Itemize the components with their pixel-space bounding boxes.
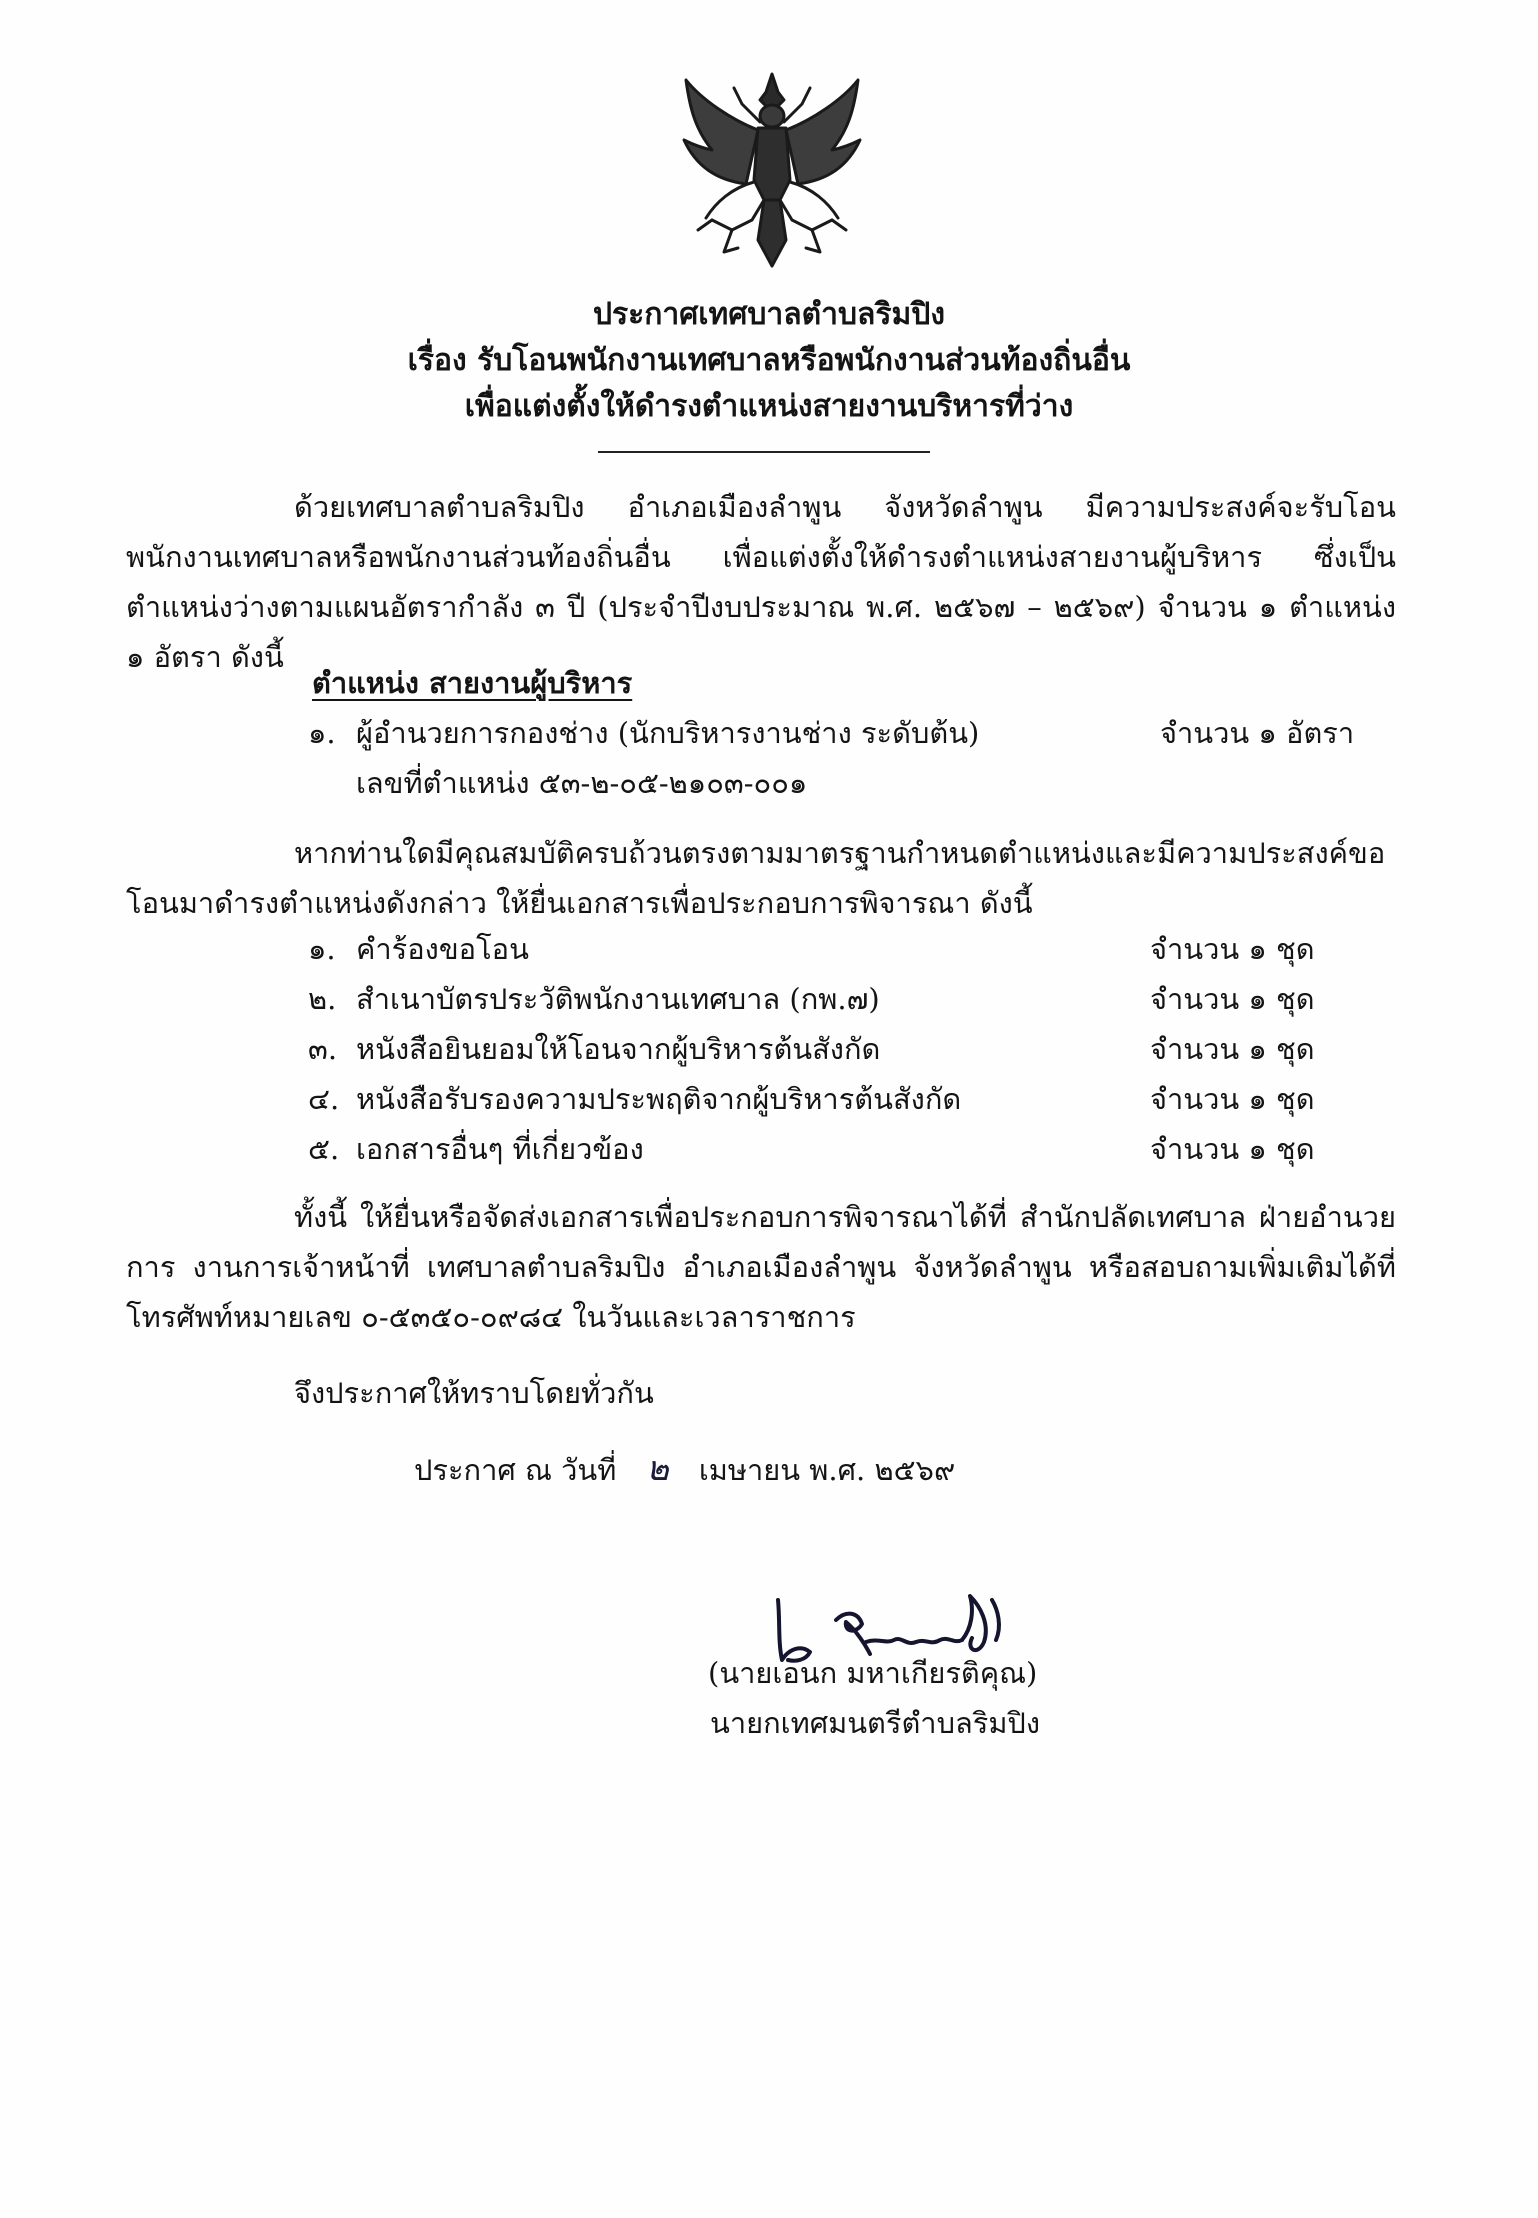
signatory-name-text: (นายเอนก มหาเกียรติคุณ) <box>708 1656 1038 1690</box>
intro-paragraph <box>126 482 1396 682</box>
date-day: ๒ <box>646 1449 669 1489</box>
header-purpose: เพื่อแต่งตั้งให้ดำรงตำแหน่งสายงานบริหารที่ว่าง <box>464 389 1074 424</box>
position-heading-text: ตำแหน่ง สายงานผู้บริหาร <box>312 666 633 700</box>
document-quantity: จำนวน ๑ ชุด <box>1150 1082 1315 1116</box>
announcement-header <box>0 292 1538 430</box>
closing-text: จึงประกาศให้ทราบโดยทั่วกัน <box>294 1376 654 1410</box>
document-label: คำร้องขอโอน <box>356 932 529 966</box>
document-number: ๓. <box>308 1032 338 1066</box>
requirements-paragraph <box>126 828 1396 928</box>
position-heading <box>312 658 632 708</box>
document-number: ๔. <box>308 1082 340 1116</box>
document-label: หนังสือรับรองความประพฤติจากผู้บริหารต้นสังกัด <box>356 1082 962 1116</box>
date-month-year: เมษายน พ.ศ. ๒๕๖๙ <box>698 1453 956 1487</box>
header-divider <box>598 451 930 453</box>
document-label: เอกสารอื่นๆ ที่เกี่ยวข้อง <box>356 1132 644 1166</box>
submission-text: ทั้งนี้ ให้ยื่นหรือจัดส่งเอกสารเพื่อประกอบการพิจารณาได้ที่ สำนักปลัดเทศบาล ฝ่ายอำนวยการ งานการเจ้าหน้าที่ เทศบาลตำบลริมปิง อำเภอเมืองลำพูน จังหวัดลำพูน หรือสอบถามเพิ่มเติมได้ที่ โทรศัพท์หมายเลข ๐-๕๓๕๐-๐๙๘๔ ในวันและเวลาราชการ <box>126 1200 1396 1334</box>
submission-paragraph <box>126 1192 1396 1342</box>
document-quantity: จำนวน ๑ ชุด <box>1150 1032 1315 1066</box>
document-quantity: จำนวน ๑ ชุด <box>1150 1132 1315 1166</box>
document-label: สำเนาบัตรประวัติพนักงานเทศบาล (กพ.๗) <box>356 982 880 1016</box>
position-title: ผู้อำนวยการกองช่าง (นักบริหารงานช่าง ระดับต้น) <box>356 716 980 750</box>
header-subject: เรื่อง รับโอนพนักงานเทศบาลหรือพนักงานส่วนท้องถิ่นอื่น <box>407 343 1131 378</box>
position-quantity: จำนวน ๑ อัตรา <box>1160 716 1355 750</box>
document-number: ๒. <box>308 982 337 1016</box>
garuda-emblem <box>672 70 872 275</box>
intro-text: ด้วยเทศบาลตำบลริมปิง อำเภอเมืองลำพูน จังหวัดลำพูน มีความประสงค์จะรับโอนพนักงานเทศบาลหรือพนักงานส่วนท้องถิ่นอื่น เพื่อแต่งตั้งให้ดำรงตำแหน่งสายงานผู้บริหาร ซึ่งเป็นตำแหน่งว่างตามแผนอัตรากำลัง ๓ ปี (ประจำปีงบประมาณ พ.ศ. ๒๕๖๗ – ๒๕๖๙) จำนวน ๑ ตำแหน่ง ๑ อัตรา ดังนี้ <box>126 490 1396 674</box>
position-code <box>356 758 807 808</box>
document-number: ๕. <box>308 1132 340 1166</box>
signatory-title-text: นายกเทศมนตรีตำบลริมปิง <box>710 1706 1041 1740</box>
position-code-text: เลขที่ตำแหน่ง ๕๓-๒-๐๕-๒๑๐๓-๐๐๑ <box>356 766 808 800</box>
document-label: หนังสือยินยอมให้โอนจากผู้บริหารต้นสังกัด <box>356 1032 881 1066</box>
signatory-name <box>708 1648 1037 1698</box>
date-line <box>414 1444 955 1495</box>
signatory-title <box>710 1698 1040 1748</box>
closing-line <box>294 1368 654 1418</box>
document-quantity: จำนวน ๑ ชุด <box>1150 982 1315 1016</box>
position-number: ๑. <box>308 716 336 750</box>
header-title: ประกาศเทศบาลตำบลริมปิง <box>592 297 945 332</box>
document-quantity: จำนวน ๑ ชุด <box>1150 932 1315 966</box>
requirements-text: หากท่านใดมีคุณสมบัติครบถ้วนตรงตามมาตรฐานกำหนดตำแหน่งและมีความประสงค์ขอโอนมาดำรงตำแหน่งดังกล่าว ให้ยื่นเอกสารเพื่อประกอบการพิจารณา ดังนี้ <box>126 836 1386 920</box>
date-prefix: ประกาศ ณ วันที่ <box>414 1453 617 1487</box>
document-number: ๑. <box>308 932 336 966</box>
